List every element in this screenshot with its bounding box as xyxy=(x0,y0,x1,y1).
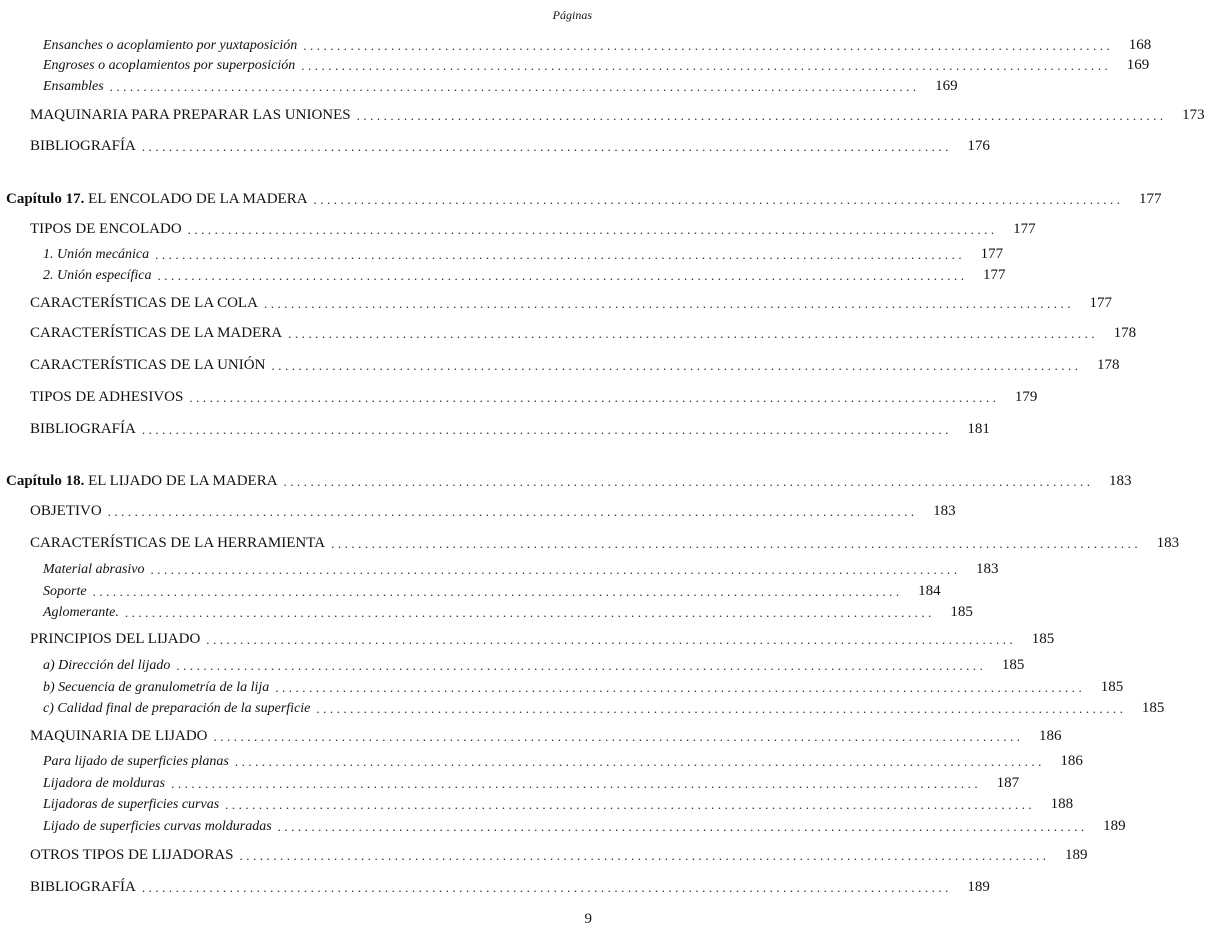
toc-entry-text: Ensambles xyxy=(43,79,104,94)
toc-entry-title xyxy=(43,680,275,696)
toc-entry-title xyxy=(43,247,155,263)
toc-entry-title xyxy=(43,797,225,813)
toc-entry-text: OTROS TIPOS DE LIJADORAS xyxy=(30,847,234,863)
dot-leader: ........................................................................................................................ xyxy=(155,247,966,262)
dot-leader: ........................................................................................................................ xyxy=(356,108,1167,123)
dot-leader: ........................................................................................................................ xyxy=(187,222,998,237)
toc-page-number: 185 xyxy=(1031,631,1055,647)
toc-section-entry xyxy=(30,532,1180,552)
toc-section-entry xyxy=(30,844,1088,864)
pages-column-header: Páginas xyxy=(552,8,592,22)
toc-page-number: 189 xyxy=(967,879,990,895)
chapter-label: Capítulo 18. xyxy=(6,473,85,489)
toc-entry-title xyxy=(30,631,206,648)
toc-page-number: 183 xyxy=(1109,473,1132,489)
toc-page-number: 185 xyxy=(1001,657,1025,673)
toc-page-number: 176 xyxy=(967,138,990,154)
toc-section-entry xyxy=(30,876,990,896)
dot-leader: ........................................................................................................................ xyxy=(263,296,1074,311)
toc-entry-text: MAQUINARIA PARA PREPARAR LAS UNIONES xyxy=(30,107,351,123)
toc-entry-text: Aglomerante. xyxy=(43,605,119,620)
toc-entry-text: Ensanches o acoplamiento por yuxtaposición xyxy=(43,38,298,53)
toc-entry-title xyxy=(43,562,151,578)
toc-section-entry xyxy=(30,322,1137,342)
toc-page-number: 169 xyxy=(1126,57,1150,73)
toc-entry-text: EL LIJADO DE LA MADERA xyxy=(88,473,278,489)
dot-leader: ........................................................................................................................ xyxy=(92,584,903,599)
toc-entry-text: CARACTERÍSTICAS DE LA MADERA xyxy=(30,325,283,341)
toc-entry-title xyxy=(43,605,125,621)
toc-page-number: 173 xyxy=(1182,107,1205,123)
toc-section-entry xyxy=(30,354,1120,374)
toc-entry-title xyxy=(43,754,235,770)
toc-subsection-entry xyxy=(43,75,958,95)
toc-subsection-entry xyxy=(43,697,1165,717)
toc-subsection-entry xyxy=(43,580,941,600)
toc-entry-text: Lijadoras de superficies curvas xyxy=(43,797,220,812)
toc-page-number: 177 xyxy=(1089,295,1112,311)
dot-leader: ........................................................................................................................ xyxy=(107,504,918,519)
toc-page-number: 187 xyxy=(996,775,1020,791)
toc-section-entry xyxy=(30,500,956,520)
dot-leader: ........................................................................................................................ xyxy=(171,776,982,791)
toc-section-entry xyxy=(30,218,1036,238)
toc-entry-text: Soporte xyxy=(43,584,87,599)
dot-leader: ........................................................................................................................ xyxy=(157,268,968,283)
toc-entry-text: CARACTERÍSTICAS DE LA HERRAMIENTA xyxy=(30,535,326,551)
toc-entry-title xyxy=(30,535,331,552)
toc-subsection-entry xyxy=(43,601,973,621)
toc-page-number: 177 xyxy=(982,267,1006,283)
toc-section-entry xyxy=(30,104,1205,124)
dot-leader: ........................................................................................................................ xyxy=(316,701,1127,716)
dot-leader: ........................................................................................................................ xyxy=(189,390,1000,405)
toc-chapter-entry xyxy=(6,188,1162,208)
toc-entry-title xyxy=(6,473,284,490)
toc-entry-title xyxy=(30,847,240,864)
toc-subsection-entry xyxy=(43,772,1020,792)
dot-leader: ........................................................................................................................ xyxy=(303,38,1114,53)
toc-entry-title xyxy=(43,776,171,792)
dot-leader: ........................................................................................................................ xyxy=(150,562,961,577)
dot-leader: ........................................................................................................................ xyxy=(288,326,1099,341)
toc-entry-title xyxy=(30,879,142,896)
dot-leader: ........................................................................................................................ xyxy=(225,797,1036,812)
toc-entry-title xyxy=(30,503,108,520)
toc-entry-title xyxy=(30,357,271,374)
toc-page-number: 168 xyxy=(1128,37,1152,53)
toc-page-number: 177 xyxy=(1013,221,1036,237)
dot-leader: ........................................................................................................................ xyxy=(283,474,1094,489)
toc-subsection-entry xyxy=(43,558,999,578)
toc-section-entry xyxy=(30,386,1038,406)
toc-subsection-entry xyxy=(43,815,1126,835)
toc-subsection-entry xyxy=(43,264,1006,284)
toc-entry-title xyxy=(6,191,314,208)
toc-entry-text: b) Secuencia de granulometría de la lija xyxy=(43,680,270,695)
toc-entry-text: Engroses o acoplamientos por superposición xyxy=(43,58,296,73)
dot-leader: ........................................................................................................................ xyxy=(271,358,1082,373)
dot-leader: ........................................................................................................................ xyxy=(331,536,1142,551)
toc-page-number: 179 xyxy=(1014,389,1038,405)
toc-chapter-entry xyxy=(6,470,1132,490)
toc-page-number: 186 xyxy=(1060,753,1083,769)
dot-leader: ........................................................................................................................ xyxy=(124,605,935,620)
toc-section-entry xyxy=(30,135,990,155)
dot-leader: ........................................................................................................................ xyxy=(206,632,1017,647)
toc-entry-text: CARACTERÍSTICAS DE LA COLA xyxy=(30,295,258,311)
toc-page-number: 177 xyxy=(1139,191,1162,207)
toc-subsection-entry xyxy=(43,750,1083,770)
toc-section-entry xyxy=(30,418,990,438)
toc-subsection-entry xyxy=(43,34,1152,54)
toc-page-number: 183 xyxy=(976,561,999,577)
toc-page-number: 185 xyxy=(950,604,973,620)
toc-page-number: 181 xyxy=(967,421,990,437)
toc-subsection-entry xyxy=(43,793,1074,813)
toc-page-number: 177 xyxy=(980,246,1004,262)
toc-entry-title xyxy=(30,421,142,438)
toc-page-number: 189 xyxy=(1065,847,1088,863)
toc-entry-text: 1. Unión mecánica xyxy=(43,247,150,262)
toc-entry-title xyxy=(43,268,157,284)
toc-section-entry xyxy=(30,725,1062,745)
dot-leader: ........................................................................................................................ xyxy=(301,58,1112,73)
toc-entry-text: MAQUINARIA DE LIJADO xyxy=(30,728,208,744)
page-number: 9 xyxy=(584,911,592,927)
toc-entry-title xyxy=(43,658,176,674)
toc-entry-text: Lijadora de molduras xyxy=(43,776,166,791)
toc-page-number: 184 xyxy=(918,583,941,599)
toc-entry-text: CARACTERÍSTICAS DE LA UNIÓN xyxy=(30,357,266,373)
toc-subsection-entry xyxy=(43,676,1124,696)
toc-entry-text: BIBLIOGRAFÍA xyxy=(30,879,136,895)
toc-subsection-entry xyxy=(43,654,1025,674)
dot-leader: ........................................................................................................................ xyxy=(141,422,952,437)
toc-entry-text: Lijado de superficies curvas molduradas xyxy=(43,819,272,834)
toc-entry-title xyxy=(30,325,288,342)
toc-entry-title xyxy=(30,138,142,155)
toc-entry-text: TIPOS DE ENCOLADO xyxy=(30,221,182,237)
toc-entry-title xyxy=(43,819,278,835)
toc-entry-text: BIBLIOGRAFÍA xyxy=(30,421,136,437)
toc-entry-text: a) Dirección del lijado xyxy=(43,658,171,673)
dot-leader: ........................................................................................................................ xyxy=(234,754,1045,769)
toc-subsection-entry xyxy=(43,54,1150,74)
toc-page-number: 186 xyxy=(1039,728,1062,744)
toc-page-number: 188 xyxy=(1050,796,1074,812)
dot-leader: ........................................................................................................................ xyxy=(277,819,1088,834)
toc-entry-title xyxy=(30,221,188,238)
toc-entry-text: TIPOS DE ADHESIVOS xyxy=(30,389,184,405)
dot-leader: ........................................................................................................................ xyxy=(313,192,1124,207)
toc-entry-title xyxy=(43,584,93,600)
toc-section-entry xyxy=(30,292,1112,312)
dot-leader: ........................................................................................................................ xyxy=(109,79,920,94)
toc-page-number: 183 xyxy=(1156,535,1180,551)
dot-leader: ........................................................................................................................ xyxy=(275,680,1086,695)
toc-entry-title xyxy=(43,38,303,54)
toc-entry-text: 2. Unión específica xyxy=(43,268,152,283)
toc-entry-title xyxy=(43,701,316,717)
toc-entry-title xyxy=(30,295,264,312)
toc-entry-title xyxy=(43,58,301,74)
dot-leader: ........................................................................................................................ xyxy=(239,848,1050,863)
toc-entry-text: c) Calidad final de preparación de la superficie xyxy=(43,701,311,716)
toc-subsection-entry xyxy=(43,243,1004,263)
toc-entry-text: EL ENCOLADO DE LA MADERA xyxy=(88,191,308,207)
toc-entry-text: OBJETIVO xyxy=(30,503,102,519)
dot-leader: ........................................................................................................................ xyxy=(213,729,1024,744)
toc-page-number: 178 xyxy=(1096,357,1120,373)
toc-page-number: 169 xyxy=(935,78,958,94)
dot-leader: ........................................................................................................................ xyxy=(176,658,987,673)
toc-page-number: 185 xyxy=(1141,700,1165,716)
toc-entry-text: Material abrasivo xyxy=(43,562,145,577)
toc-entry-text: Para lijado de superficies planas xyxy=(43,754,229,769)
dot-leader: ........................................................................................................................ xyxy=(141,880,952,895)
toc-page-number: 178 xyxy=(1113,325,1137,341)
chapter-label: Capítulo 17. xyxy=(6,191,85,207)
toc-entry-title xyxy=(30,389,189,406)
toc-entry-title xyxy=(30,107,357,124)
toc-entry-title xyxy=(43,79,110,95)
toc-page-number: 185 xyxy=(1100,679,1124,695)
toc-entry-text: BIBLIOGRAFÍA xyxy=(30,138,136,154)
toc-page-number: 189 xyxy=(1103,818,1126,834)
toc-entry-text: PRINCIPIOS DEL LIJADO xyxy=(30,631,201,647)
toc-page-number: 183 xyxy=(933,503,956,519)
dot-leader: ........................................................................................................................ xyxy=(141,139,952,154)
toc-section-entry xyxy=(30,628,1055,648)
toc-entry-title xyxy=(30,728,214,745)
